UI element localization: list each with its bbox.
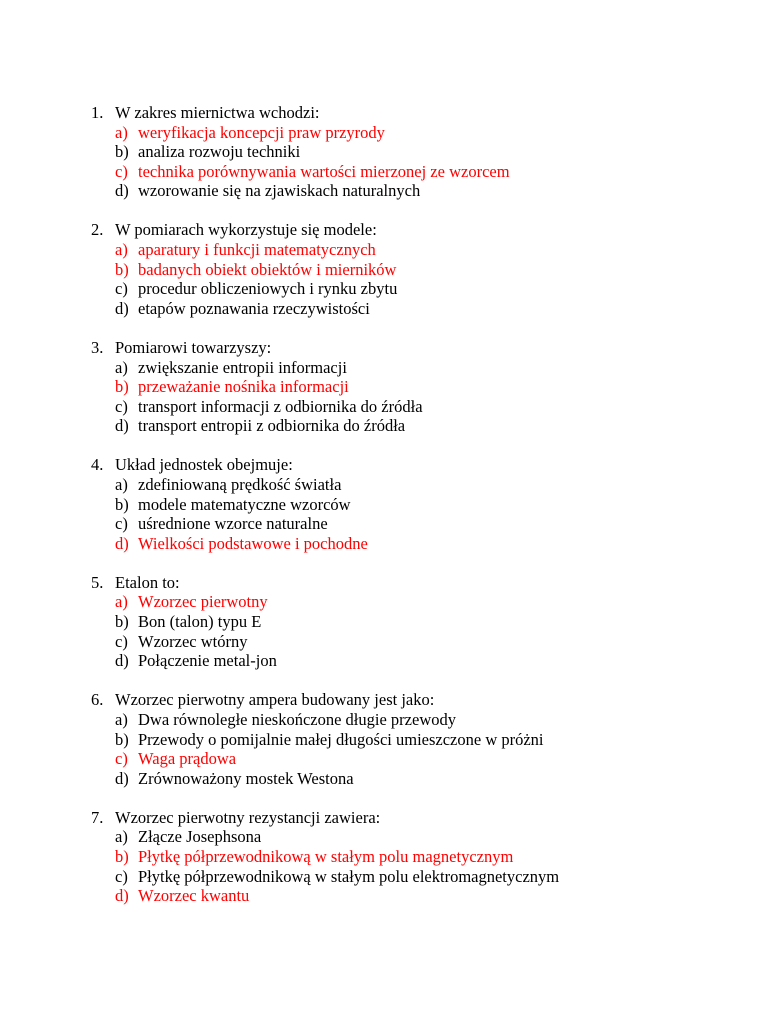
answer-option-label: b) <box>115 377 129 397</box>
answer-option <box>0 123 768 143</box>
answer-option-label: a) <box>115 827 128 847</box>
answer-option-text: Zrównoważony mostek Westona <box>138 768 354 788</box>
answer-option-label: b) <box>115 847 129 866</box>
answer-option-text: transport informacji z odbiornika do źródła <box>138 396 423 416</box>
answer-option <box>0 534 768 554</box>
answer-option-label: a) <box>115 475 128 494</box>
answer-option <box>0 632 768 652</box>
answer-option-text: procedur obliczeniowych i rynku zbytu <box>138 279 398 299</box>
answer-option-text: Wielkości podstawowe i pochodne <box>138 533 368 553</box>
question-number: 2. <box>91 220 104 240</box>
question-header <box>0 338 768 358</box>
answer-option <box>0 710 768 730</box>
answer-option-label: a) <box>115 592 128 612</box>
question-number: 1. <box>91 103 104 122</box>
answer-option <box>0 416 768 436</box>
question-number: 3. <box>91 337 104 357</box>
question-header <box>0 220 768 240</box>
answer-option-label: a) <box>115 709 128 729</box>
answer-option-text: weryfikacja koncepcji praw przyrody <box>138 122 385 142</box>
question-number: 7. <box>91 807 104 827</box>
question-text: Wzorzec pierwotny ampera budowany jest jako: <box>115 690 435 710</box>
answer-option-text: etapów poznawania rzeczywistości <box>138 298 370 318</box>
answer-option-label: c) <box>115 631 128 651</box>
answer-option-text: Płytkę półprzewodnikową w stałym polu elektromagnetycznym <box>138 866 560 886</box>
answer-option-label: d) <box>115 181 129 201</box>
answer-option-text: Złącze Josephsona <box>138 827 262 847</box>
answer-option <box>0 495 768 515</box>
answer-option-label: a) <box>115 357 128 377</box>
answer-option-text: Dwa równoległe nieskończone długie przewody <box>138 709 456 729</box>
answer-option <box>0 181 768 201</box>
question-4 <box>0 455 768 553</box>
question-text: Układ jednostek obejmuje: <box>115 455 293 475</box>
answer-option <box>0 260 768 280</box>
answer-option <box>0 514 768 534</box>
answer-option <box>0 867 768 887</box>
question-text: Wzorzec pierwotny rezystancji zawiera: <box>115 807 381 827</box>
answer-option-label: d) <box>115 416 129 436</box>
answer-option-text: przeważanie nośnika informacji <box>138 377 349 397</box>
question-text: W pomiarach wykorzystuje się modele: <box>115 220 377 240</box>
answer-option <box>0 279 768 299</box>
answer-option <box>0 827 768 847</box>
question-1 <box>0 103 768 201</box>
answer-option-text: uśrednione wzorce naturalne <box>138 514 328 534</box>
answer-option-text: analiza rozwoju techniki <box>138 142 301 162</box>
answer-option <box>0 749 768 769</box>
answer-option <box>0 142 768 162</box>
question-header <box>0 808 768 828</box>
answer-option <box>0 730 768 750</box>
answer-option <box>0 847 768 867</box>
answer-option-text: Połączenie metal-jon <box>138 651 277 671</box>
answer-option-text: badanych obiekt obiektów i mierników <box>138 259 397 279</box>
answer-option-label: b) <box>115 259 129 279</box>
answer-option-label: b) <box>115 612 129 632</box>
question-6 <box>0 690 768 788</box>
answer-option-label: c) <box>115 396 128 416</box>
answer-option <box>0 397 768 417</box>
answer-option-label: c) <box>115 866 128 886</box>
question-text: Pomiarowi towarzyszy: <box>115 337 272 357</box>
question-header <box>0 103 768 123</box>
answer-option-text: modele matematyczne wzorców <box>138 494 351 514</box>
answer-option <box>0 240 768 260</box>
answer-option-label: c) <box>115 514 128 534</box>
question-5 <box>0 573 768 671</box>
answer-option-label: b) <box>115 729 129 749</box>
question-number: 4. <box>91 455 104 475</box>
answer-option <box>0 377 768 397</box>
answer-option <box>0 592 768 612</box>
answer-option-label: a) <box>115 240 128 260</box>
quiz-document <box>0 103 768 925</box>
question-2 <box>0 220 768 318</box>
answer-option <box>0 769 768 789</box>
question-text: W zakres miernictwa wchodzi: <box>115 103 320 122</box>
answer-option-label: d) <box>115 886 129 906</box>
answer-option-label: d) <box>115 298 129 318</box>
answer-option-text: technika porównywania wartości mierzonej ze wzorcem <box>138 161 510 181</box>
answer-option <box>0 612 768 632</box>
answer-option <box>0 886 768 906</box>
answer-option-text: Wzorzec wtórny <box>138 631 248 651</box>
answer-option-label: d) <box>115 533 129 553</box>
question-number: 5. <box>91 572 104 592</box>
answer-option-text: zwiększanie entropii informacji <box>138 357 347 377</box>
answer-option-text: Przewody o pomijalnie małej długości umieszczone w próżni <box>138 729 544 749</box>
question-header <box>0 690 768 710</box>
answer-option <box>0 651 768 671</box>
answer-option-text: aparatury i funkcji matematycznych <box>138 240 376 260</box>
answer-option-label: d) <box>115 768 129 788</box>
answer-option-text: transport entropii z odbiornika do źródła <box>138 416 406 436</box>
answer-option <box>0 299 768 319</box>
question-number: 6. <box>91 690 104 710</box>
question-text: Etalon to: <box>115 572 180 592</box>
answer-option-label: b) <box>115 494 129 514</box>
answer-option-text: Waga prądowa <box>138 749 237 769</box>
answer-option <box>0 162 768 182</box>
answer-option-label: c) <box>115 161 128 181</box>
answer-option-label: d) <box>115 651 129 671</box>
answer-option <box>0 475 768 495</box>
answer-option-text: Wzorzec pierwotny <box>138 592 268 612</box>
question-3 <box>0 338 768 436</box>
question-header <box>0 573 768 593</box>
answer-option-label: a) <box>115 122 128 142</box>
question-header <box>0 455 768 475</box>
answer-option-label: b) <box>115 142 129 162</box>
answer-option-text: Płytkę półprzewodnikową w stałym polu magnetycznym <box>138 847 514 866</box>
answer-option-text: Bon (talon) typu E <box>138 612 262 632</box>
answer-option-text: Wzorzec kwantu <box>138 886 250 906</box>
question-7 <box>0 808 768 906</box>
answer-option <box>0 358 768 378</box>
answer-option-text: wzorowanie się na zjawiskach naturalnych <box>138 181 421 201</box>
answer-option-label: c) <box>115 279 128 299</box>
answer-option-label: c) <box>115 749 128 769</box>
answer-option-text: zdefiniowaną prędkość światła <box>138 475 342 494</box>
